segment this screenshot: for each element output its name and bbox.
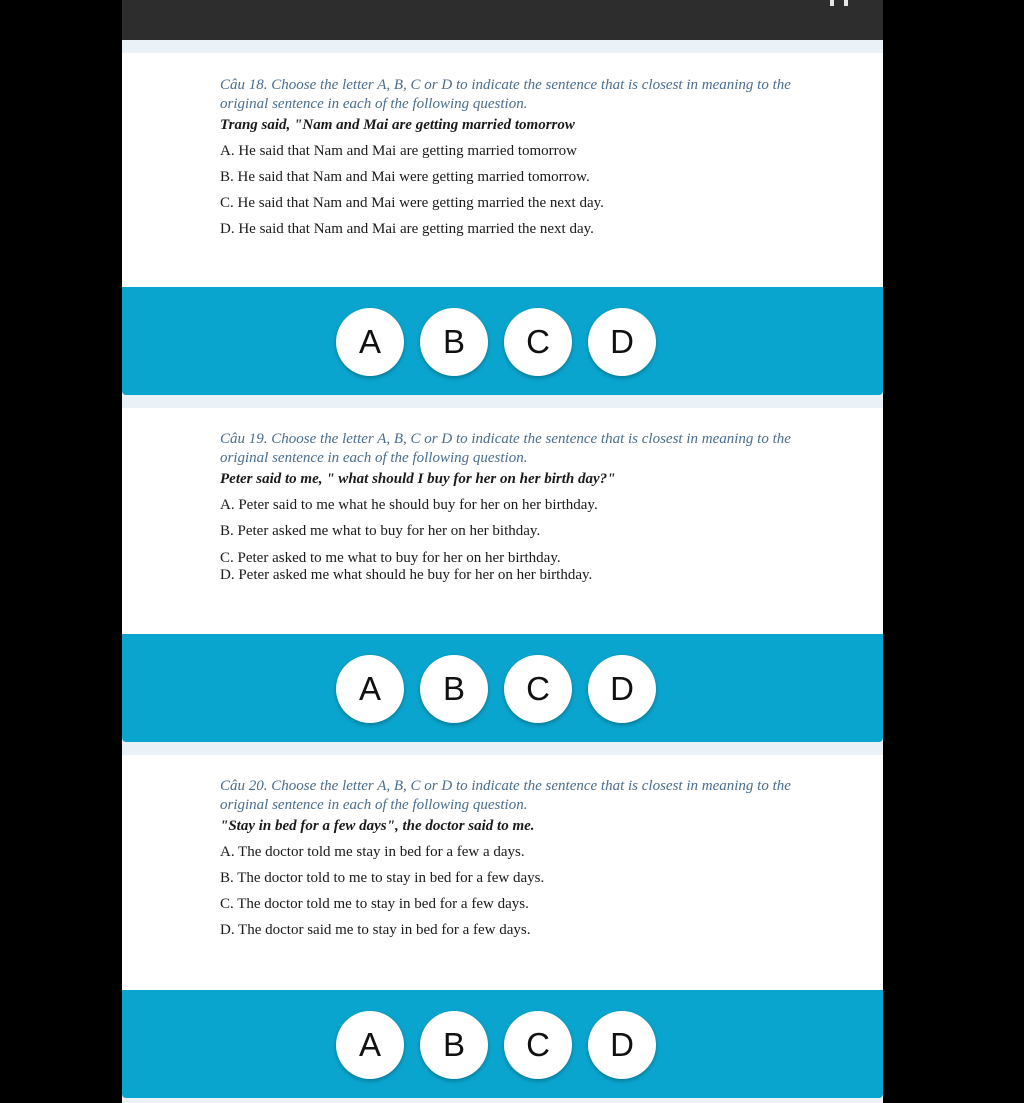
answer-button-a[interactable]: A xyxy=(336,655,404,723)
option-c: C. Peter asked to me what to buy for her on her birthday. xyxy=(220,550,561,566)
option-c: C. The doctor told me to stay in bed for a few days. xyxy=(220,896,529,912)
question-content xyxy=(220,76,840,242)
question-prompt: "Stay in bed for a few days", the doctor said to me. xyxy=(220,818,535,834)
answer-button-d[interactable]: D xyxy=(588,655,656,723)
answer-bar-20 xyxy=(122,990,883,1098)
option-d: D. Peter asked me what should he buy for her on her birthday. xyxy=(220,567,593,583)
answer-button-b[interactable]: B xyxy=(420,1011,488,1079)
question-prompt: Peter said to me, " what should I buy for her on her birth day?" xyxy=(220,471,616,487)
question-prompt: Trang said, "Nam and Mai are getting married tomorrow xyxy=(220,117,575,133)
answer-button-d[interactable]: D xyxy=(588,1011,656,1079)
question-instruction: Câu 19. Choose the letter A, B, C or D to indicate the sentence that is closest in meaning to the original sentence in each of the following question. xyxy=(220,431,791,466)
option-a: A. Peter said to me what he should buy for her on her birthday. xyxy=(220,497,598,513)
answer-button-d[interactable]: D xyxy=(588,308,656,376)
answer-button-a[interactable]: A xyxy=(336,308,404,376)
question-content xyxy=(220,430,840,584)
question-card-20 xyxy=(122,755,883,990)
option-b: B. Peter asked me what to buy for her on her bithday. xyxy=(220,523,541,539)
quiz-page xyxy=(122,40,883,1103)
answer-button-c[interactable]: C xyxy=(504,308,572,376)
question-card-18 xyxy=(122,53,883,287)
option-b: B. The doctor told to me to stay in bed for a few days. xyxy=(220,870,545,886)
answer-bar-19 xyxy=(122,634,883,742)
question-instruction: Câu 20. Choose the letter A, B, C or D to indicate the sentence that is closest in meaning to the original sentence in each of the following question. xyxy=(220,778,791,813)
option-a: A. The doctor told me stay in bed for a few a days. xyxy=(220,844,525,860)
top-bar xyxy=(122,0,883,40)
option-b: B. He said that Nam and Mai were getting married tomorrow. xyxy=(220,169,590,185)
answer-button-a[interactable]: A xyxy=(336,1011,404,1079)
answer-bar-18 xyxy=(122,287,883,395)
overflow-menu-icon[interactable] xyxy=(830,0,870,6)
question-instruction: Câu 18. Choose the letter A, B, C or D to indicate the sentence that is closest in meaning to the original sentence in each of the following question. xyxy=(220,77,791,112)
answer-button-b[interactable]: B xyxy=(420,308,488,376)
question-card-19 xyxy=(122,408,883,634)
option-d: D. He said that Nam and Mai are getting married the next day. xyxy=(220,221,594,237)
option-d: D. The doctor said me to stay in bed for a few days. xyxy=(220,922,531,938)
answer-button-c[interactable]: C xyxy=(504,1011,572,1079)
option-a: A. He said that Nam and Mai are getting married tomorrow xyxy=(220,143,577,159)
answer-button-c[interactable]: C xyxy=(504,655,572,723)
question-content xyxy=(220,777,840,943)
answer-button-b[interactable]: B xyxy=(420,655,488,723)
option-c: C. He said that Nam and Mai were getting married the next day. xyxy=(220,195,604,211)
